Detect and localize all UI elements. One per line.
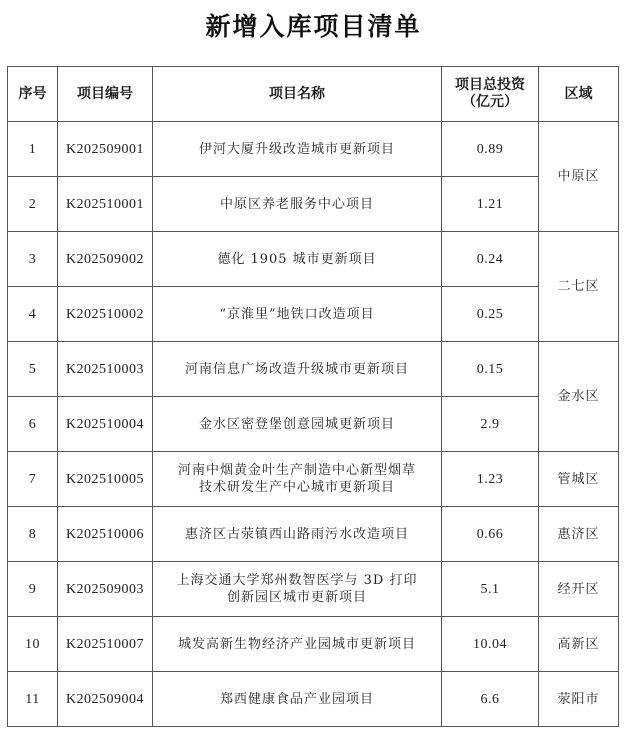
cell-name: 城发高新生物经济产业园城市更新项目	[153, 617, 442, 672]
cell-investment: 2.9	[442, 397, 539, 452]
header-code: 项目编号	[58, 67, 153, 122]
cell-investment: 0.89	[442, 122, 539, 177]
cell-index: 9	[8, 562, 58, 617]
cell-code: K202510004	[58, 397, 153, 452]
table-row	[8, 397, 619, 452]
cell-investment: 0.15	[442, 342, 539, 397]
table-row	[8, 617, 619, 672]
project-table	[7, 66, 619, 727]
table-row	[8, 287, 619, 342]
cell-district: 经开区	[539, 562, 619, 617]
cell-index: 1	[8, 122, 58, 177]
table-row	[8, 672, 619, 727]
cell-district: 管城区	[539, 452, 619, 507]
table-row	[8, 452, 619, 507]
cell-index: 6	[8, 397, 58, 452]
table-row	[8, 342, 619, 397]
cell-investment: 0.24	[442, 232, 539, 287]
cell-index: 3	[8, 232, 58, 287]
cell-code: K202510006	[58, 507, 153, 562]
cell-code: K202510007	[58, 617, 153, 672]
header-investment	[442, 67, 539, 122]
cell-name	[153, 452, 442, 507]
cell-index: 2	[8, 177, 58, 232]
cell-code: K202510002	[58, 287, 153, 342]
cell-name: 郑西健康食品产业园项目	[153, 672, 442, 727]
cell-name: 惠济区古荥镇西山路雨污水改造项目	[153, 507, 442, 562]
cell-index: 8	[8, 507, 58, 562]
cell-investment: 5.1	[442, 562, 539, 617]
cell-district: 中原区	[539, 122, 619, 232]
cell-name: 中原区养老服务中心项目	[153, 177, 442, 232]
cell-investment: 6.6	[442, 672, 539, 727]
cell-name-line2: 创新园区城市更新项目	[226, 590, 367, 605]
cell-code: K202509004	[58, 672, 153, 727]
cell-code: K202509001	[58, 122, 153, 177]
page-title: 新增入库项目清单	[205, 12, 422, 41]
cell-name	[153, 562, 442, 617]
cell-name-line1: 上海交通大学郑州数智医学与 3D 打印	[176, 573, 418, 588]
cell-index: 11	[8, 672, 58, 727]
cell-index: 7	[8, 452, 58, 507]
table-row	[8, 562, 619, 617]
cell-code: K202510003	[58, 342, 153, 397]
cell-index: 10	[8, 617, 58, 672]
header-index: 序号	[8, 67, 58, 122]
table-row	[8, 507, 619, 562]
table-row	[8, 177, 619, 232]
table-row	[8, 122, 619, 177]
cell-name-line1: 河南中烟黄金叶生产制造中心新型烟草	[177, 463, 416, 478]
cell-name: 德化 1905 城市更新项目	[153, 232, 442, 287]
cell-code: K202509003	[58, 562, 153, 617]
cell-name: “京淮里”地铁口改造项目	[153, 287, 442, 342]
cell-investment: 0.25	[442, 287, 539, 342]
header-row	[8, 67, 619, 122]
cell-district: 二七区	[539, 232, 619, 342]
cell-district: 高新区	[539, 617, 619, 672]
cell-name: 金水区密登堡创意园城更新项目	[153, 397, 442, 452]
cell-district: 金水区	[539, 342, 619, 452]
cell-index: 5	[8, 342, 58, 397]
cell-name-line2: 技术研发生产中心城市更新项目	[198, 480, 395, 495]
cell-investment: 10.04	[442, 617, 539, 672]
cell-code: K202509002	[58, 232, 153, 287]
header-name: 项目名称	[153, 67, 442, 122]
cell-district: 惠济区	[539, 507, 619, 562]
table-row	[8, 232, 619, 287]
cell-name: 伊河大厦升级改造城市更新项目	[153, 122, 442, 177]
header-investment-line2: （亿元）	[462, 94, 518, 110]
cell-code: K202510005	[58, 452, 153, 507]
cell-investment: 0.66	[442, 507, 539, 562]
header-investment-line1: 项目总投资	[455, 77, 525, 93]
cell-investment: 1.23	[442, 452, 539, 507]
cell-investment: 1.21	[442, 177, 539, 232]
cell-district: 荥阳市	[539, 672, 619, 727]
cell-index: 4	[8, 287, 58, 342]
header-district: 区域	[539, 67, 619, 122]
cell-code: K202510001	[58, 177, 153, 232]
cell-name: 河南信息广场改造升级城市更新项目	[153, 342, 442, 397]
